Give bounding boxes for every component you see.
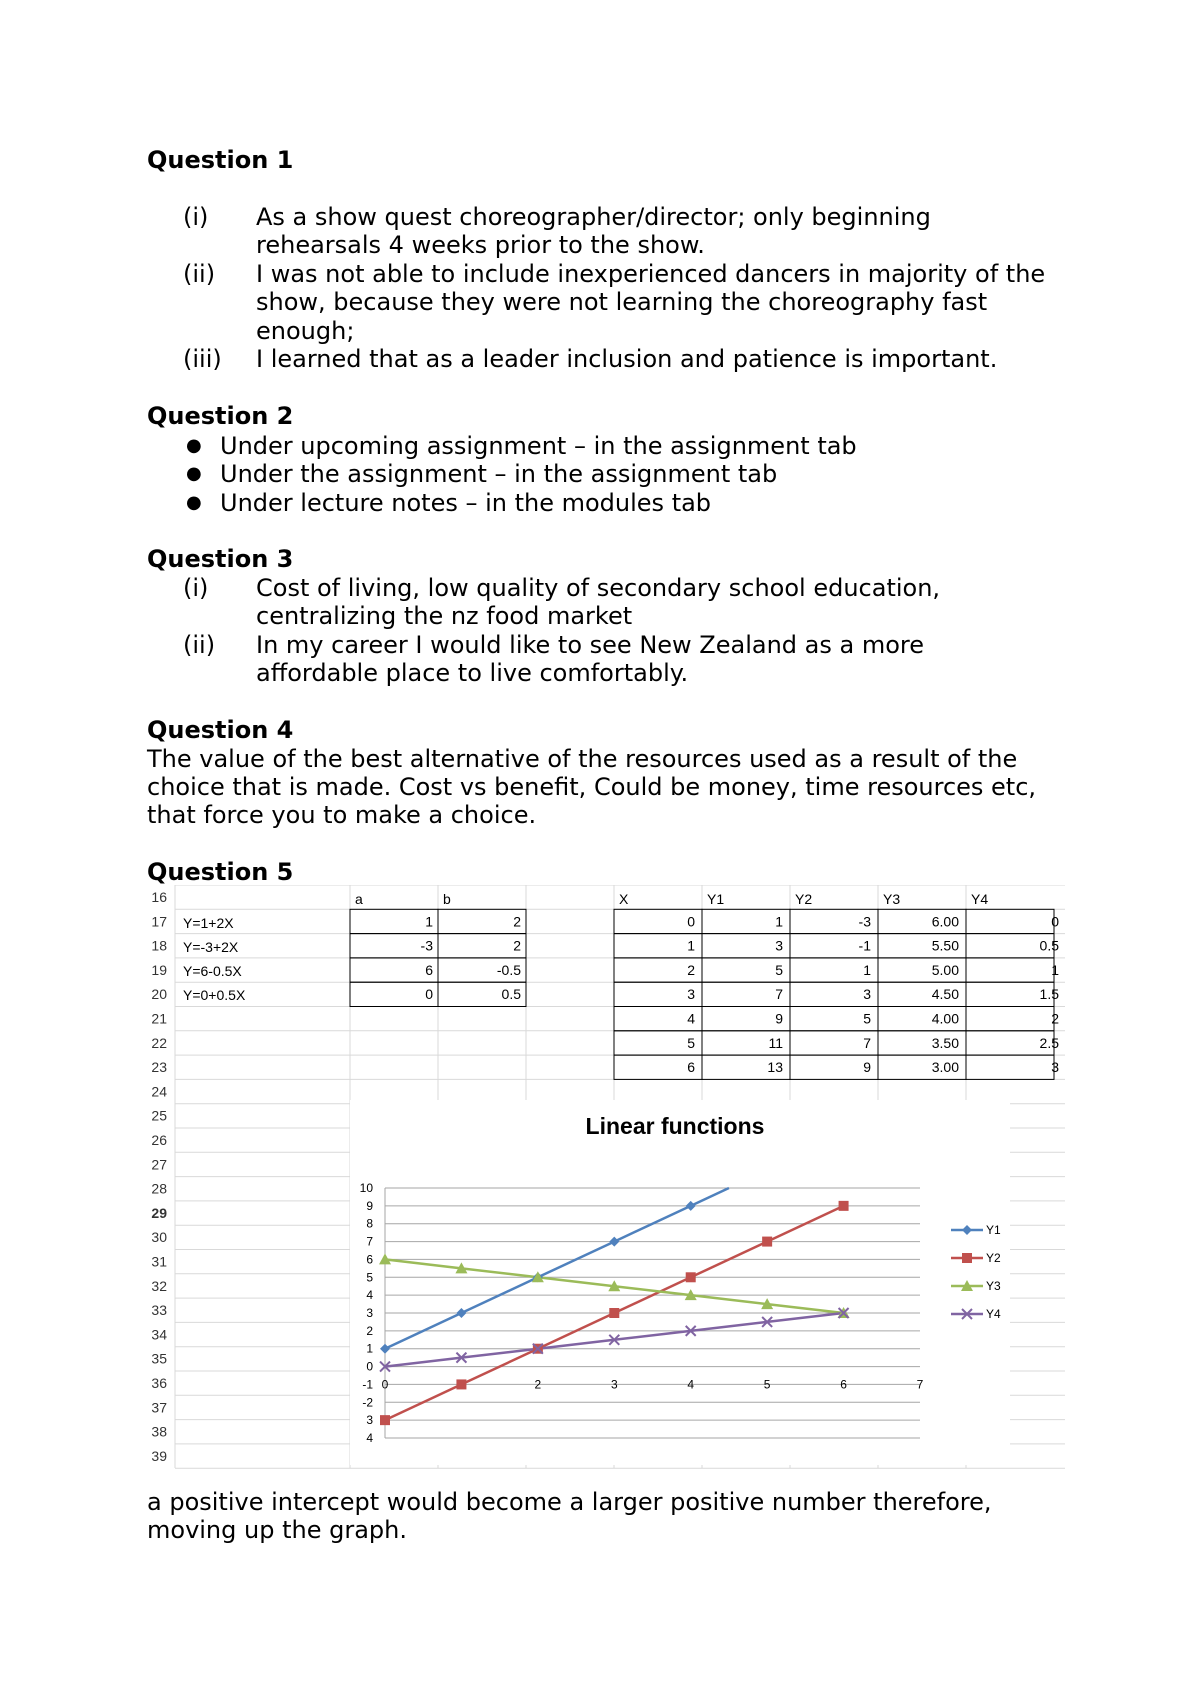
- row-number: 36: [151, 1375, 167, 1391]
- coefficient-b-cell: -0.5: [496, 961, 521, 978]
- y3-value-cell: 4.00: [931, 1010, 959, 1027]
- q3-item-2-number: (ii): [183, 631, 216, 659]
- y3-value-cell: 5.50: [931, 937, 959, 954]
- q1-item-3-number: (iii): [183, 345, 222, 373]
- bullet-icon: ●: [186, 492, 202, 513]
- y1-value-cell: 3: [775, 937, 783, 954]
- q5-conclusion-line-1: a positive intercept would become a larger positive number therefore,: [147, 1488, 992, 1516]
- q3-item-2-line-1: In my career I would like to see New Zealand as a more: [256, 631, 925, 659]
- equation-y3: Y=6-0.5X: [183, 963, 242, 979]
- q2-bullet-2: Under the assignment – in the assignment tab: [220, 460, 778, 488]
- y4-value-cell: 0: [1051, 913, 1059, 930]
- row-number: 37: [151, 1399, 167, 1416]
- coefficient-b-cell: 0.5: [501, 986, 521, 1003]
- sheet-row-numbers: [151, 889, 167, 1464]
- q3-item-2-line-2: affordable place to live comfortably.: [256, 659, 689, 687]
- x-value-cell: 6: [687, 1059, 695, 1076]
- q1-item-2-number: (ii): [183, 260, 216, 288]
- data-point-y2: [762, 1237, 772, 1247]
- header-y1: Y1: [707, 891, 725, 907]
- q5-conclusion-line-2: moving up the graph.: [147, 1516, 407, 1544]
- coefficients-table: [350, 909, 526, 1006]
- q1-item-3-line-1: I learned that as a leader inclusion and patience is important.: [256, 345, 998, 373]
- coefficient-b-cell: 2: [513, 937, 521, 954]
- row-number: 30: [151, 1229, 167, 1246]
- data-point-y2: [380, 1415, 390, 1425]
- y1-value-cell: 11: [768, 1034, 783, 1051]
- row-number: 34: [151, 1326, 167, 1343]
- y-tick-label: 2: [366, 1323, 373, 1338]
- q1-item-2-line-2: show, because they were not learning the choreography fast: [256, 288, 988, 316]
- y4-value-cell: 1.5: [1039, 986, 1059, 1003]
- x-value-cell: 3: [687, 986, 695, 1003]
- y-tick-label: 7: [366, 1234, 373, 1249]
- y-tick-label: -2: [362, 1395, 373, 1410]
- y1-value-cell: 7: [775, 986, 783, 1003]
- legend-label-y4: Y4: [986, 1307, 1001, 1321]
- x-value-cell: 1: [687, 937, 695, 954]
- question-5-heading: Question 5: [147, 858, 294, 886]
- spreadsheet-screenshot: [145, 885, 1065, 1485]
- question-3-heading: Question 3: [147, 545, 294, 573]
- legend-marker-y2: [962, 1253, 972, 1263]
- x-tick-label: 5: [763, 1377, 771, 1392]
- row-number: 24: [151, 1083, 167, 1100]
- y-tick-label: 3: [366, 1306, 373, 1320]
- y4-value-cell: 3: [1051, 1059, 1059, 1076]
- y-tick-label: 10: [359, 1181, 373, 1195]
- q4-line-2: choice that is made. Cost vs benefit, Could be money, time resources etc,: [147, 773, 1037, 801]
- equation-y1: Y=1+2X: [183, 915, 234, 931]
- table-cell-border: [966, 1007, 1054, 1031]
- row-number: 29: [151, 1204, 167, 1221]
- y4-value-cell: 0.5: [1039, 937, 1059, 954]
- row-number: 38: [151, 1423, 167, 1440]
- q1-item-1-line-2: rehearsals 4 weeks prior to the show.: [256, 231, 705, 259]
- bullet-icon: ●: [186, 435, 202, 456]
- header-y2: Y2: [795, 891, 813, 907]
- y1-value-cell: 1: [775, 913, 783, 930]
- row-number: 35: [151, 1350, 167, 1367]
- legend-label-y1: Y1: [986, 1223, 1001, 1237]
- q3-item-1-line-1: Cost of living, low quality of secondary school education,: [256, 574, 941, 602]
- q1-item-1-number: (i): [183, 203, 209, 231]
- coefficient-a-cell: 6: [425, 961, 433, 978]
- row-number: 17: [151, 913, 167, 930]
- data-point-y2: [686, 1272, 696, 1282]
- y2-value-cell: 1: [863, 961, 871, 978]
- y2-value-cell: -1: [858, 937, 871, 954]
- question-2-heading: Question 2: [147, 402, 294, 430]
- header-a: a: [355, 891, 363, 907]
- x-tick-label: 4: [687, 1377, 695, 1392]
- data-point-y2: [609, 1308, 619, 1318]
- legend-label-y3: Y3: [986, 1279, 1001, 1293]
- x-value-cell: 4: [687, 1010, 695, 1027]
- q1-item-1-line-1: As a show quest choreographer/director; only beginning: [256, 203, 931, 231]
- q3-item-1-line-2: centralizing the nz food market: [256, 602, 633, 630]
- y-tick-label: 4: [366, 1288, 373, 1303]
- x-value-cell: 2: [687, 961, 695, 978]
- y-tick-label: 0: [366, 1359, 373, 1374]
- y-tick-label: 5: [366, 1270, 373, 1285]
- y-tick-label: 9: [366, 1198, 373, 1213]
- row-number: 27: [151, 1156, 167, 1173]
- x-tick-label: 7: [916, 1377, 924, 1392]
- row-number: 28: [151, 1180, 167, 1197]
- coefficient-a-cell: 0: [425, 986, 433, 1003]
- table-cell-border: [966, 1055, 1054, 1079]
- question-4-heading: Question 4: [147, 716, 294, 744]
- y-tick-label: 3: [366, 1413, 373, 1428]
- x-tick-label: 3: [610, 1377, 618, 1392]
- row-number: 33: [151, 1302, 167, 1319]
- row-number: 16: [151, 889, 167, 905]
- header-x: X: [619, 891, 629, 907]
- q3-item-1-number: (i): [183, 574, 209, 602]
- row-number: 20: [151, 986, 167, 1003]
- x-tick-label: 2: [534, 1377, 542, 1392]
- q4-line-1: The value of the best alternative of the resources used as a result of the: [147, 745, 1018, 773]
- y3-value-cell: 3.50: [931, 1034, 959, 1051]
- row-number: 26: [151, 1132, 167, 1148]
- y2-value-cell: 3: [863, 986, 871, 1003]
- row-number: 25: [151, 1107, 167, 1124]
- values-table: [614, 909, 1059, 1079]
- y3-value-cell: 3.00: [931, 1059, 959, 1076]
- data-point-y2: [839, 1201, 849, 1211]
- y-tick-label: 1: [366, 1341, 373, 1356]
- x-value-cell: 0: [687, 913, 695, 930]
- y2-value-cell: 9: [863, 1059, 871, 1076]
- header-y3: Y3: [883, 891, 901, 907]
- q1-item-2-line-1: I was not able to include inexperienced dancers in majority of the: [256, 260, 1046, 288]
- row-number: 39: [151, 1447, 167, 1464]
- y3-value-cell: 5.00: [931, 961, 959, 978]
- row-number: 21: [151, 1010, 167, 1027]
- coefficient-a-cell: -3: [420, 937, 433, 954]
- y3-value-cell: 6.00: [931, 913, 959, 930]
- q4-line-3: that force you to make a choice.: [147, 801, 537, 829]
- coefficient-b-cell: 2: [513, 913, 521, 930]
- question-1-heading: Question 1: [147, 146, 294, 174]
- header-y4: Y4: [971, 891, 989, 907]
- y4-value-cell: 2.5: [1039, 1034, 1059, 1051]
- y-tick-label: 8: [366, 1216, 373, 1231]
- y1-value-cell: 13: [767, 1059, 783, 1076]
- x-value-cell: 5: [687, 1034, 695, 1051]
- header-b: b: [443, 891, 451, 907]
- linear-functions-chart: [350, 1100, 1010, 1465]
- y2-value-cell: -3: [858, 913, 871, 930]
- row-number: 32: [151, 1277, 167, 1294]
- y2-value-cell: 5: [863, 1010, 871, 1027]
- row-number: 18: [151, 937, 167, 954]
- x-tick-label: 6: [840, 1377, 847, 1392]
- y4-value-cell: 1: [1051, 961, 1059, 978]
- q2-bullet-3: Under lecture notes – in the modules tab: [220, 489, 712, 517]
- y4-value-cell: 2: [1051, 1010, 1059, 1027]
- y1-value-cell: 5: [775, 961, 783, 978]
- x-tick-label: 0: [381, 1377, 389, 1392]
- chart-title: Linear functions: [585, 1113, 765, 1139]
- equation-y2: Y=-3+2X: [183, 939, 239, 955]
- q1-item-2-line-3: enough;: [256, 317, 355, 345]
- y1-value-cell: 9: [775, 1010, 783, 1027]
- equation-y4: Y=0+0.5X: [183, 987, 246, 1003]
- table-cell-border: [966, 909, 1054, 933]
- q2-bullet-1: Under upcoming assignment – in the assignment tab: [220, 432, 857, 460]
- legend-label-y2: Y2: [986, 1251, 1001, 1265]
- row-number: 31: [151, 1253, 167, 1270]
- data-point-y2: [456, 1379, 466, 1389]
- row-number: 23: [151, 1059, 167, 1076]
- y-tick-label: 6: [366, 1252, 373, 1267]
- row-number: 22: [151, 1034, 167, 1051]
- coefficient-a-cell: 1: [425, 913, 433, 930]
- table-cell-border: [966, 958, 1054, 982]
- y2-value-cell: 7: [863, 1034, 871, 1051]
- row-number: 19: [151, 961, 167, 978]
- y-tick-label: -1: [362, 1377, 373, 1392]
- y-tick-label: 4: [366, 1431, 373, 1445]
- bullet-icon: ●: [186, 463, 202, 484]
- y3-value-cell: 4.50: [931, 986, 959, 1003]
